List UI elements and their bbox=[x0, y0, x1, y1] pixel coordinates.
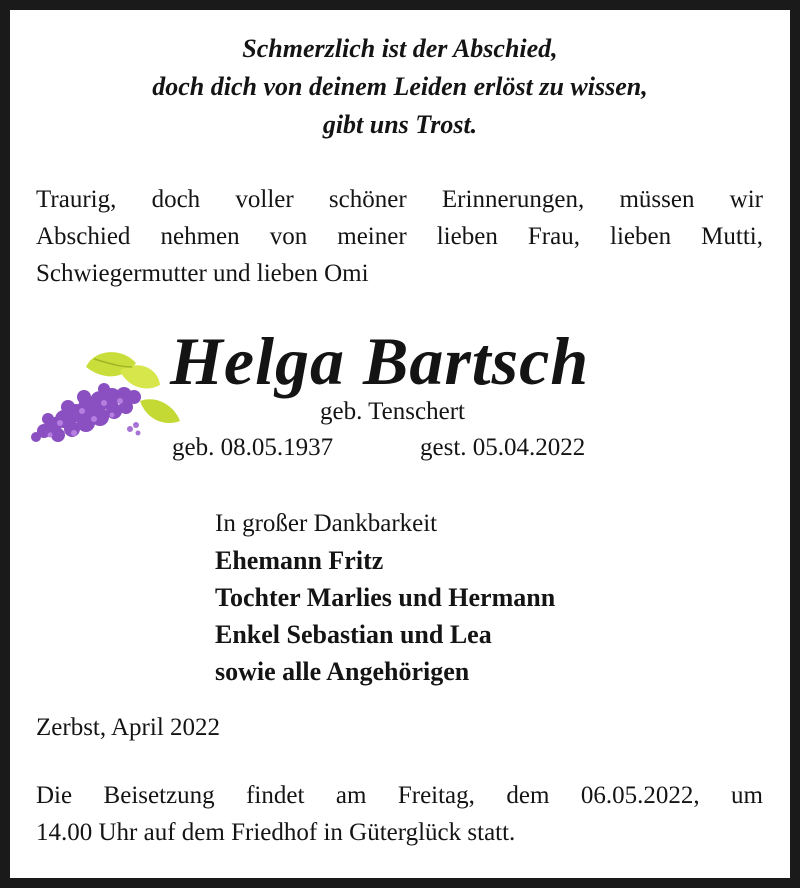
deceased-name: Helga Bartsch bbox=[170, 323, 590, 399]
funeral-line-2: 14.00 Uhr auf dem Friedhof in Güterglück statt. bbox=[36, 819, 516, 846]
mourners-heading: In großer Dankbarkeit bbox=[215, 510, 438, 537]
motto-line-2: doch dich von deinem Leiden erlöst zu wissen, bbox=[152, 72, 648, 101]
mourner-name: Enkel Sebastian und Lea bbox=[215, 620, 492, 649]
intro-line-3: Schwiegermutter und lieben Omi bbox=[36, 260, 369, 287]
mourner-name: Tochter Marlies und Hermann bbox=[215, 583, 556, 612]
lilac-flower-icon bbox=[24, 345, 184, 445]
intro-line-2: Abschied nehmen von meiner lieben Frau, lieben Mutti, bbox=[36, 223, 763, 250]
obituary-notice bbox=[10, 10, 790, 878]
intro-line-1: Traurig, doch voller schöner Erinnerungen, müssen wir bbox=[36, 186, 763, 213]
place-date: Zerbst, April 2022 bbox=[36, 714, 221, 741]
funeral-line-1: Die Beisetzung findet am Freitag, dem 06.05.2022, um bbox=[36, 782, 763, 809]
birth-date: geb. 08.05.1937 bbox=[172, 434, 334, 461]
death-date: gest. 05.04.2022 bbox=[420, 434, 586, 461]
maiden-name: geb. Tenschert bbox=[320, 398, 465, 425]
motto-line-3: gibt uns Trost. bbox=[322, 110, 478, 139]
motto-line-1: Schmerzlich ist der Abschied, bbox=[242, 34, 558, 63]
mourner-name: sowie alle Angehörigen bbox=[215, 657, 470, 686]
mourner-name: Ehemann Fritz bbox=[215, 546, 384, 575]
